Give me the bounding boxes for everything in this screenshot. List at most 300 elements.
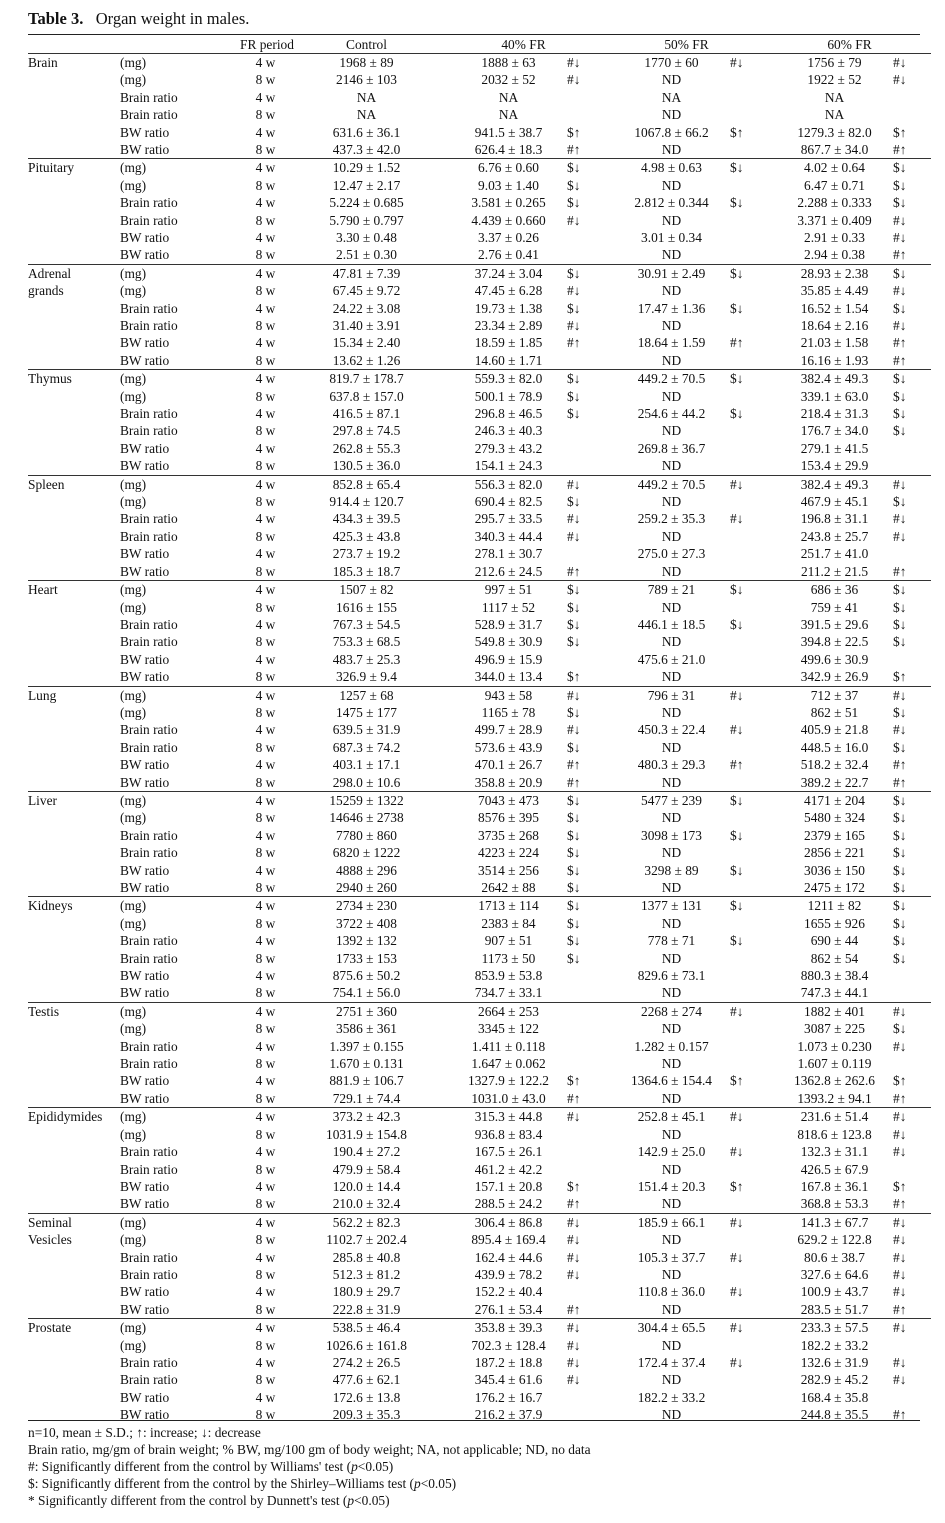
fr50-value: ND <box>661 423 682 439</box>
fr60-value: 233.3 ± 57.5 <box>768 1319 891 1337</box>
fr60-mark: #↑ <box>893 335 907 351</box>
period-cell: 4 w <box>255 1354 276 1370</box>
table-row <box>28 1126 931 1143</box>
fr50-value: NA <box>661 89 682 105</box>
period-cell: 4 w <box>255 1144 276 1160</box>
period-cell: 4 w <box>240 1213 291 1231</box>
table-row <box>28 1090 931 1108</box>
fr40-mark: $↓ <box>567 704 581 720</box>
fr50-value: ND <box>661 915 682 931</box>
control-cell: 273.7 ± 19.2 <box>332 546 401 562</box>
fr50-value: ND <box>661 1090 682 1106</box>
fr40-value: 2642 ± 88 <box>481 880 536 895</box>
fr60-mark: #↓ <box>893 528 907 544</box>
fr50-value: ND <box>661 810 682 826</box>
fr40-mark: $↓ <box>567 880 581 895</box>
fr60-value: 231.6 ± 51.4 <box>768 1108 891 1126</box>
organ-name <box>28 159 120 264</box>
fr50-mark: $↓ <box>730 827 744 843</box>
fr40-value: 556.3 ± 82.0 <box>442 475 565 493</box>
period-cell: 4 w <box>255 511 276 527</box>
control-cell: 12.47 ± 2.17 <box>332 177 401 193</box>
period-cell: 4 w <box>255 651 276 667</box>
fr60-value: 279.1 ± 41.5 <box>800 440 869 456</box>
fr60-value: 141.3 ± 67.7 <box>768 1213 891 1231</box>
fr50-mark <box>728 1337 768 1354</box>
fr40-mark: #↓ <box>567 212 581 228</box>
control-cell: 24.22 ± 3.08 <box>332 300 401 316</box>
fr60-mark: #↑ <box>893 757 907 773</box>
control-cell: 4888 ± 296 <box>336 862 397 878</box>
fr40-mark: $↓ <box>567 406 581 422</box>
fr60-value: 389.2 ± 22.7 <box>800 774 869 790</box>
fr60-mark: #↓ <box>893 283 907 299</box>
table-row <box>28 352 931 370</box>
control-cell: 425.3 ± 43.8 <box>332 528 401 544</box>
fr40-mark: #↓ <box>567 722 581 738</box>
header-organ <box>28 36 120 54</box>
fr40-mark: #↓ <box>567 318 581 333</box>
table-row <box>28 405 931 422</box>
period-cell: 4 w <box>255 300 276 316</box>
fr40-value: 3.581 ± 0.265 <box>471 195 546 211</box>
fr50-value: 778 ± 71 <box>647 933 696 949</box>
fr50-value: ND <box>661 563 682 579</box>
table-row <box>28 651 931 668</box>
fr60-mark <box>891 1161 931 1178</box>
table-row <box>28 422 931 439</box>
fr40-mark <box>565 1143 605 1160</box>
fr40-mark <box>565 229 605 246</box>
fr60-value: 467.9 ± 45.1 <box>800 494 869 510</box>
fr60-mark: #↑ <box>893 1196 907 1212</box>
fr60-mark: #↓ <box>893 1144 907 1160</box>
fr60-mark: #↓ <box>893 1232 907 1248</box>
organ-name <box>28 897 120 1002</box>
period-cell: 4 w <box>255 722 276 738</box>
organ-name <box>28 1002 120 1107</box>
fr40-value: 2664 ± 253 <box>442 1002 565 1020</box>
period-cell: 4 w <box>255 827 276 843</box>
fr60-value: 2856 ± 221 <box>804 845 865 861</box>
fr50-mark <box>728 1020 768 1037</box>
measure-cell: (mg) <box>120 1213 240 1231</box>
period-cell: 4 w <box>240 1108 291 1126</box>
fr60-value: 28.93 ± 2.38 <box>768 264 891 282</box>
fr50-value: 789 ± 21 <box>605 581 728 599</box>
fr50-value: 829.6 ± 73.1 <box>637 968 706 984</box>
fr50-value: 1770 ± 60 <box>605 53 728 71</box>
fr50-mark <box>728 1038 768 1055</box>
fr50-value: 18.64 ± 1.59 <box>637 335 706 351</box>
fr60-mark: #↓ <box>891 1213 931 1231</box>
period-cell: 8 w <box>255 528 276 544</box>
fr60-value: 182.2 ± 33.2 <box>800 1337 869 1353</box>
fr40-value: 14.60 ± 1.71 <box>474 352 543 368</box>
fr60-mark: $↓ <box>893 739 907 755</box>
fr60-value: 4171 ± 204 <box>768 791 891 809</box>
fr40-mark: #↑ <box>567 1196 581 1212</box>
control-cell: 285.8 ± 40.8 <box>332 1249 401 1265</box>
table-row <box>28 721 931 738</box>
fr60-mark: $↓ <box>893 300 907 316</box>
fr40-value: 19.73 ± 1.38 <box>474 300 543 316</box>
table-row <box>28 633 931 650</box>
organ-name-line: Kidneys <box>28 898 73 914</box>
measure-cell: Brain ratio <box>120 212 178 228</box>
period-cell: 8 w <box>255 212 276 228</box>
fr60-value: 3036 ± 150 <box>804 862 865 878</box>
measure-cell: Brain ratio <box>120 318 178 333</box>
table-row <box>28 1038 931 1055</box>
control-cell: 416.5 ± 87.1 <box>332 406 401 422</box>
fr40-value: 573.6 ± 43.9 <box>474 739 543 755</box>
table-row <box>28 159 931 177</box>
fr40-value: 37.24 ± 3.04 <box>442 264 565 282</box>
fr50-mark <box>728 528 768 545</box>
period-cell: 8 w <box>255 1056 276 1072</box>
measure-cell: BW ratio <box>120 862 170 878</box>
fr60-value: 282.9 ± 45.2 <box>800 1372 869 1388</box>
fr60-mark: $↓ <box>893 599 907 615</box>
fr40-mark <box>565 1055 605 1072</box>
table-row <box>28 440 931 457</box>
table-row <box>28 457 931 475</box>
period-cell: 4 w <box>240 791 291 809</box>
control-cell: 538.5 ± 46.4 <box>291 1319 442 1337</box>
table-row <box>28 1195 931 1213</box>
fr40-value: 152.2 ± 40.4 <box>474 1284 543 1300</box>
fr50-value: ND <box>661 318 682 333</box>
fr40-mark: $↓ <box>565 370 605 388</box>
fr50-mark <box>728 1266 768 1283</box>
fr40-value: 176.2 ± 16.7 <box>474 1389 543 1405</box>
header-control: Control <box>346 36 387 52</box>
fr60-value: 327.6 ± 64.6 <box>800 1266 869 1282</box>
measure-cell: (mg) <box>120 177 147 193</box>
fr40-mark <box>565 1161 605 1178</box>
table-row <box>28 1389 931 1406</box>
fr40-value: 907 ± 51 <box>484 933 533 949</box>
control-cell: 1102.7 ± 202.4 <box>326 1232 407 1248</box>
period-cell: 8 w <box>255 1372 276 1388</box>
fr60-mark: $↓ <box>893 950 907 966</box>
period-cell: 4 w <box>255 1073 276 1089</box>
fr50-value: ND <box>661 177 682 193</box>
table-row <box>28 1161 931 1178</box>
period-cell: 8 w <box>255 352 276 368</box>
footnote-2: Brain ratio, mg/gm of brain weight; % BW, mg/100 gm of body weight; NA, not applicable; ND, no data <box>28 1442 591 1457</box>
fr50-value: ND <box>661 107 682 123</box>
fr40-mark <box>565 422 605 439</box>
fr50-mark <box>728 1195 768 1213</box>
organ-name <box>28 1213 120 1318</box>
organ-name-line: Adrenal <box>28 265 72 281</box>
fr60-value: 153.4 ± 29.9 <box>800 458 869 474</box>
bottom-rule <box>28 1420 920 1421</box>
fr50-value: 480.3 ± 29.3 <box>637 757 706 773</box>
measure-cell: BW ratio <box>120 1196 170 1212</box>
fr50-value: 142.9 ± 25.0 <box>637 1144 706 1160</box>
fr50-mark <box>728 493 768 510</box>
fr60-mark: #↓ <box>893 1354 907 1370</box>
fr40-mark: #↓ <box>567 528 581 544</box>
measure-cell: Brain ratio <box>120 1038 178 1054</box>
fr40-value: 528.9 ± 31.7 <box>474 616 543 632</box>
fr40-value: 1165 ± 78 <box>481 704 536 720</box>
measure-cell: Brain ratio <box>120 616 178 632</box>
control-cell: 15259 ± 1322 <box>291 791 442 809</box>
fr40-mark: $↓ <box>567 845 581 861</box>
period-cell: 4 w <box>255 1389 276 1405</box>
fr40-value: 7043 ± 473 <box>442 791 565 809</box>
fr50-value: ND <box>661 985 682 1001</box>
fr60-value: 629.2 ± 122.8 <box>797 1232 872 1248</box>
measure-cell: (mg) <box>120 1319 240 1337</box>
period-cell: 8 w <box>255 669 276 685</box>
fr60-value: 1211 ± 82 <box>768 897 891 915</box>
table-row <box>28 370 931 388</box>
fr60-value: 862 ± 51 <box>810 704 859 720</box>
measure-cell: Brain ratio <box>120 933 178 949</box>
fr40-value: 296.8 ± 46.5 <box>474 406 543 422</box>
fr40-value: 702.3 ± 128.4 <box>471 1337 546 1353</box>
fr60-mark <box>891 1055 931 1072</box>
fr60-value: 867.7 ± 34.0 <box>800 141 869 157</box>
organ-name-line: Prostate <box>28 1320 72 1336</box>
fr50-mark <box>728 229 768 246</box>
fr40-value: 358.8 ± 20.9 <box>474 774 543 790</box>
fr40-mark: $↓ <box>565 581 605 599</box>
fr50-mark: #↓ <box>728 1319 768 1337</box>
period-cell: 8 w <box>255 880 276 895</box>
control-cell: 914.4 ± 120.7 <box>329 494 404 510</box>
fr50-mark <box>728 440 768 457</box>
fr50-value: 796 ± 31 <box>605 686 728 704</box>
control-cell: 5.790 ± 0.797 <box>329 212 404 228</box>
period-cell: 8 w <box>255 458 276 474</box>
table-row <box>28 984 931 1002</box>
period-cell: 4 w <box>240 370 291 388</box>
fr40-mark <box>565 246 605 264</box>
period-cell: 4 w <box>240 1002 291 1020</box>
fr60-value: 18.64 ± 2.16 <box>800 318 869 333</box>
fr40-mark: #↓ <box>567 72 581 88</box>
fr60-value: 1362.8 ± 262.6 <box>794 1073 875 1089</box>
control-cell: 852.8 ± 65.4 <box>291 475 442 493</box>
fr60-mark: #↓ <box>893 1372 907 1388</box>
table-row <box>28 1020 931 1037</box>
fr40-value: 2.76 ± 0.41 <box>478 247 539 263</box>
fr50-mark <box>728 950 768 967</box>
fr50-mark: #↑ <box>730 757 744 773</box>
fr40-mark: #↑ <box>567 335 581 351</box>
fr50-value: ND <box>661 388 682 404</box>
measure-cell: Brain ratio <box>120 107 178 123</box>
measure-cell: (mg) <box>120 475 240 493</box>
fr40-value: 6.76 ± 0.60 <box>442 159 565 177</box>
fr60-value: 448.5 ± 16.0 <box>800 739 869 755</box>
fr60-value: 132.6 ± 31.9 <box>800 1354 869 1370</box>
header-measure <box>120 36 240 54</box>
table-row <box>28 106 931 123</box>
measure-cell: BW ratio <box>120 229 170 245</box>
organ-name <box>28 53 120 158</box>
fr50-mark: #↓ <box>728 686 768 704</box>
fr40-value: 8576 ± 395 <box>478 810 539 826</box>
period-cell: 8 w <box>255 563 276 579</box>
control-cell: 274.2 ± 26.5 <box>332 1354 401 1370</box>
table-row <box>28 194 931 211</box>
fr40-mark: #↓ <box>565 1319 605 1337</box>
fr50-value: ND <box>661 774 682 790</box>
control-cell: 15.34 ± 2.40 <box>332 335 401 351</box>
fr50-value: ND <box>661 1232 682 1248</box>
control-cell: 1616 ± 155 <box>336 599 397 615</box>
fr50-value: 304.4 ± 65.5 <box>605 1319 728 1337</box>
measure-cell: Brain ratio <box>120 722 178 738</box>
measure-cell: BW ratio <box>120 335 170 351</box>
fr60-value: 342.9 ± 26.9 <box>800 669 869 685</box>
control-cell: 297.8 ± 74.5 <box>332 423 401 439</box>
measure-cell: (mg) <box>120 494 147 510</box>
fr50-value: 4.98 ± 0.63 <box>605 159 728 177</box>
measure-cell: BW ratio <box>120 1178 170 1194</box>
period-cell: 4 w <box>255 616 276 632</box>
fr60-value: 2.288 ± 0.333 <box>797 195 872 211</box>
fr60-value: 2.94 ± 0.38 <box>804 247 865 263</box>
header-row <box>28 36 931 54</box>
table-row <box>28 545 931 562</box>
fr60-mark: $↑ <box>893 669 907 685</box>
fr60-mark: #↓ <box>893 722 907 738</box>
fr60-value: 6.47 ± 0.71 <box>804 177 865 193</box>
fr50-value: 475.6 ± 21.0 <box>637 651 706 667</box>
control-cell: 562.2 ± 82.3 <box>291 1213 442 1231</box>
fr50-mark <box>728 177 768 194</box>
period-cell: 4 w <box>240 581 291 599</box>
fr40-value: 559.3 ± 82.0 <box>442 370 565 388</box>
fr50-value: ND <box>661 845 682 861</box>
fr50-value: 259.2 ± 35.3 <box>637 511 706 527</box>
period-cell: 4 w <box>255 933 276 949</box>
fr40-mark <box>565 967 605 984</box>
fr60-value: 712 ± 37 <box>768 686 891 704</box>
fr40-value: 157.1 ± 20.8 <box>474 1178 543 1194</box>
fr60-mark: #↓ <box>893 1284 907 1300</box>
organ-name-line: Testis <box>28 1003 60 1019</box>
control-cell: 1026.6 ± 161.8 <box>326 1337 407 1353</box>
fr50-mark <box>728 599 768 616</box>
table-row <box>28 1213 931 1231</box>
fr40-value: 47.45 ± 6.28 <box>474 283 543 299</box>
measure-cell: (mg) <box>120 388 147 404</box>
fr40-mark: $↓ <box>567 862 581 878</box>
fr60-mark <box>891 984 931 1002</box>
measure-cell: BW ratio <box>120 352 170 368</box>
fr50-value: ND <box>661 528 682 544</box>
fr60-value: 21.03 ± 1.58 <box>800 335 869 351</box>
fr50-mark <box>728 352 768 370</box>
fr50-mark: $↓ <box>728 370 768 388</box>
fr50-mark <box>728 388 768 405</box>
fr60-mark: #↑ <box>893 1301 907 1317</box>
fr60-value: 862 ± 54 <box>810 950 859 966</box>
fr40-value: 500.1 ± 78.9 <box>474 388 543 404</box>
fr60-value: 518.2 ± 32.4 <box>800 757 869 773</box>
fr60-value: 244.8 ± 35.5 <box>800 1407 869 1423</box>
fr50-mark <box>728 1231 768 1248</box>
fr40-mark: $↑ <box>567 1073 581 1089</box>
organ-name <box>28 581 120 686</box>
fr60-mark: #↑ <box>893 563 907 579</box>
footnote-3: #: Significantly different from the control by Williams' test (p<0.05) <box>28 1459 394 1474</box>
period-cell: 8 w <box>255 1266 276 1282</box>
period-cell: 4 w <box>255 440 276 456</box>
fr40-mark: $↓ <box>565 159 605 177</box>
control-cell: NA <box>356 107 377 123</box>
period-cell: 8 w <box>255 107 276 123</box>
table-row <box>28 1072 931 1089</box>
fr40-value: 1.411 ± 0.118 <box>471 1038 546 1054</box>
period-cell: 8 w <box>255 810 276 826</box>
fr40-value: 1713 ± 114 <box>442 897 565 915</box>
table-row <box>28 1266 931 1283</box>
control-cell: 298.0 ± 10.6 <box>332 774 401 790</box>
fr40-mark <box>565 440 605 457</box>
table-row <box>28 1249 931 1266</box>
fr40-value: 499.7 ± 28.9 <box>474 722 543 738</box>
fr40-value: 1117 ± 52 <box>481 599 536 615</box>
fr50-mark <box>728 457 768 475</box>
control-cell: 437.3 ± 42.0 <box>332 141 401 157</box>
fr60-mark: #↑ <box>893 774 907 790</box>
fr40-value: 3345 ± 122 <box>478 1021 539 1037</box>
fr40-mark: $↓ <box>567 827 581 843</box>
fr50-mark <box>728 1389 768 1406</box>
fr50-value: 252.8 ± 45.1 <box>605 1108 728 1126</box>
fr60-mark: $↑ <box>893 1178 907 1194</box>
period-cell: 4 w <box>255 1178 276 1194</box>
fr40-value: 3514 ± 256 <box>478 862 539 878</box>
fr50-value: 30.91 ± 2.49 <box>605 264 728 282</box>
fr50-value: ND <box>661 247 682 263</box>
fr50-mark <box>728 704 768 721</box>
fr60-mark: #↓ <box>891 686 931 704</box>
fr50-mark: $↓ <box>730 406 744 422</box>
period-cell: 4 w <box>240 159 291 177</box>
fr50-value: 17.47 ± 1.36 <box>637 300 706 316</box>
measure-cell: BW ratio <box>120 757 170 773</box>
table-row <box>28 1301 931 1319</box>
measure-cell: BW ratio <box>120 651 170 667</box>
fr60-mark: $↓ <box>893 827 907 843</box>
table-row <box>28 528 931 545</box>
fr40-value: 23.34 ± 2.89 <box>474 318 543 333</box>
fr40-mark: #↓ <box>567 1372 581 1388</box>
fr40-value: 2383 ± 84 <box>481 915 536 931</box>
fr50-value: 446.1 ± 18.5 <box>637 616 706 632</box>
organ-name <box>28 791 120 896</box>
fr60-value: 368.8 ± 53.3 <box>800 1196 869 1212</box>
period-cell: 8 w <box>255 494 276 510</box>
measure-cell: BW ratio <box>120 880 170 895</box>
fr50-value: ND <box>661 458 682 474</box>
control-cell: 819.7 ± 178.7 <box>291 370 442 388</box>
period-cell: 8 w <box>255 985 276 1001</box>
table-row <box>28 300 931 317</box>
fr60-mark: #↓ <box>893 1266 907 1282</box>
